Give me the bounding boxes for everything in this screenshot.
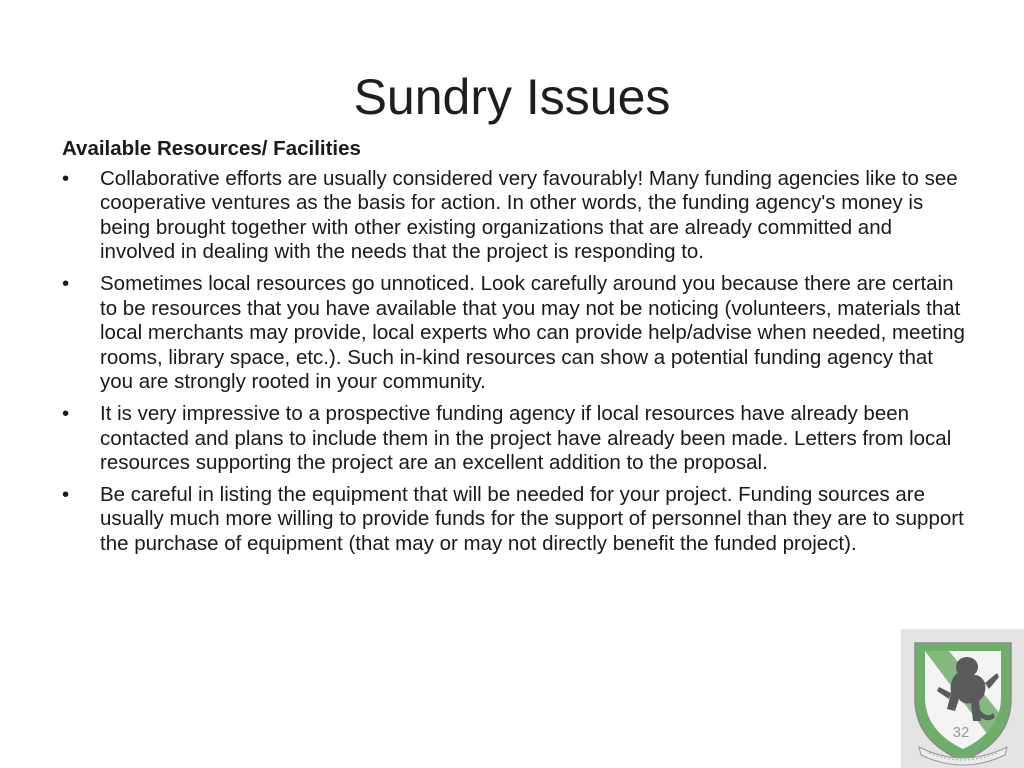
bullet-symbol: • <box>62 166 70 190</box>
bullet-text: Collaborative efforts are usually considered very favourably! Many funding agencies like to see cooperative ventures as the basis for action. In other words, the funding agency's money is being brought together with other existing organizations that are already committed and involved in dealing with the needs that the project is responding to. <box>100 166 958 264</box>
section-subheading: Available Resources/ Facilities <box>62 137 361 160</box>
bullet-text: Sometimes local resources go unnoticed. Look carefully around you because there are certain to be resources that you have available that you may not be noticing (volunteers, materials that local merchants may provide, local experts who can provide help/advise when needed, meeting rooms, library space, etc.). Such in-kind resources can show a potential funding agency that you are strongly rooted in your community. <box>100 271 965 394</box>
lion-shield-crest-icon <box>901 629 1024 768</box>
bullet-item <box>62 272 966 395</box>
bullet-text: Be careful in listing the equipment that will be needed for your project. Funding sources are usually much more willing to provide funds for the support of personnel than they are to support the purchase of equipment (that may or may not directly benefit the funded project). <box>100 482 964 555</box>
slide-content <box>62 137 966 564</box>
bullet-item <box>62 483 966 557</box>
bullet-text: It is very impressive to a prospective funding agency if local resources have already been contacted and plans to include them in the project have already been made. Letters from local resources supporting the project are an excellent addition to the proposal. <box>100 401 952 475</box>
bullet-symbol: • <box>62 482 70 506</box>
slide-title: Sundry Issues <box>353 69 671 125</box>
bullet-symbol: • <box>62 401 70 425</box>
bullet-list <box>62 167 966 557</box>
page-number: 32 <box>952 724 970 741</box>
bullet-item <box>62 402 966 476</box>
bullet-symbol: • <box>62 271 70 295</box>
bullet-item <box>62 167 966 265</box>
